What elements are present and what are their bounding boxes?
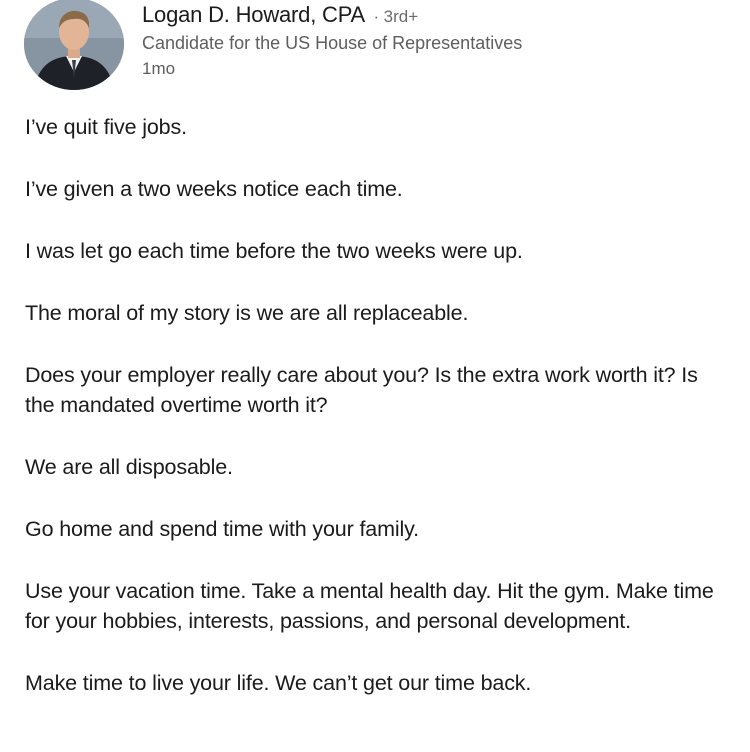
author-avatar[interactable] — [24, 0, 124, 90]
post-paragraph: The moral of my story is we are all replaceable. — [25, 301, 469, 325]
person-photo-icon — [24, 0, 124, 90]
post-paragraph: I’ve given a two weeks notice each time. — [25, 177, 403, 201]
author-info — [142, 0, 742, 83]
post-timestamp[interactable]: 1mo — [142, 59, 176, 78]
post-body — [25, 112, 725, 730]
connection-degree: 3rd+ — [383, 7, 419, 26]
post-paragraph: Does your employer really care about you? Is the extra work worth it? Is the mandated overtime worth it? — [25, 363, 698, 417]
author-line — [142, 0, 742, 30]
post-paragraph: Make time to live your life. We can’t get our time back. — [25, 671, 532, 695]
post-paragraph: Go home and spend time with your family. — [25, 517, 419, 541]
post-paragraph: Use your vacation time. Take a mental health day. Hit the gym. Make time for your hobbies, interests, passions, and personal development. — [25, 579, 714, 633]
post-paragraph: We are all disposable. — [25, 455, 233, 479]
author-name[interactable]: Logan D. Howard, CPA — [142, 2, 366, 27]
author-separator: · — [373, 7, 380, 26]
post-paragraph: I’ve quit five jobs. — [25, 115, 187, 139]
post-paragraph: I was let go each time before the two weeks were up. — [25, 239, 523, 263]
author-headline: Candidate for the US House of Representatives — [142, 33, 523, 53]
